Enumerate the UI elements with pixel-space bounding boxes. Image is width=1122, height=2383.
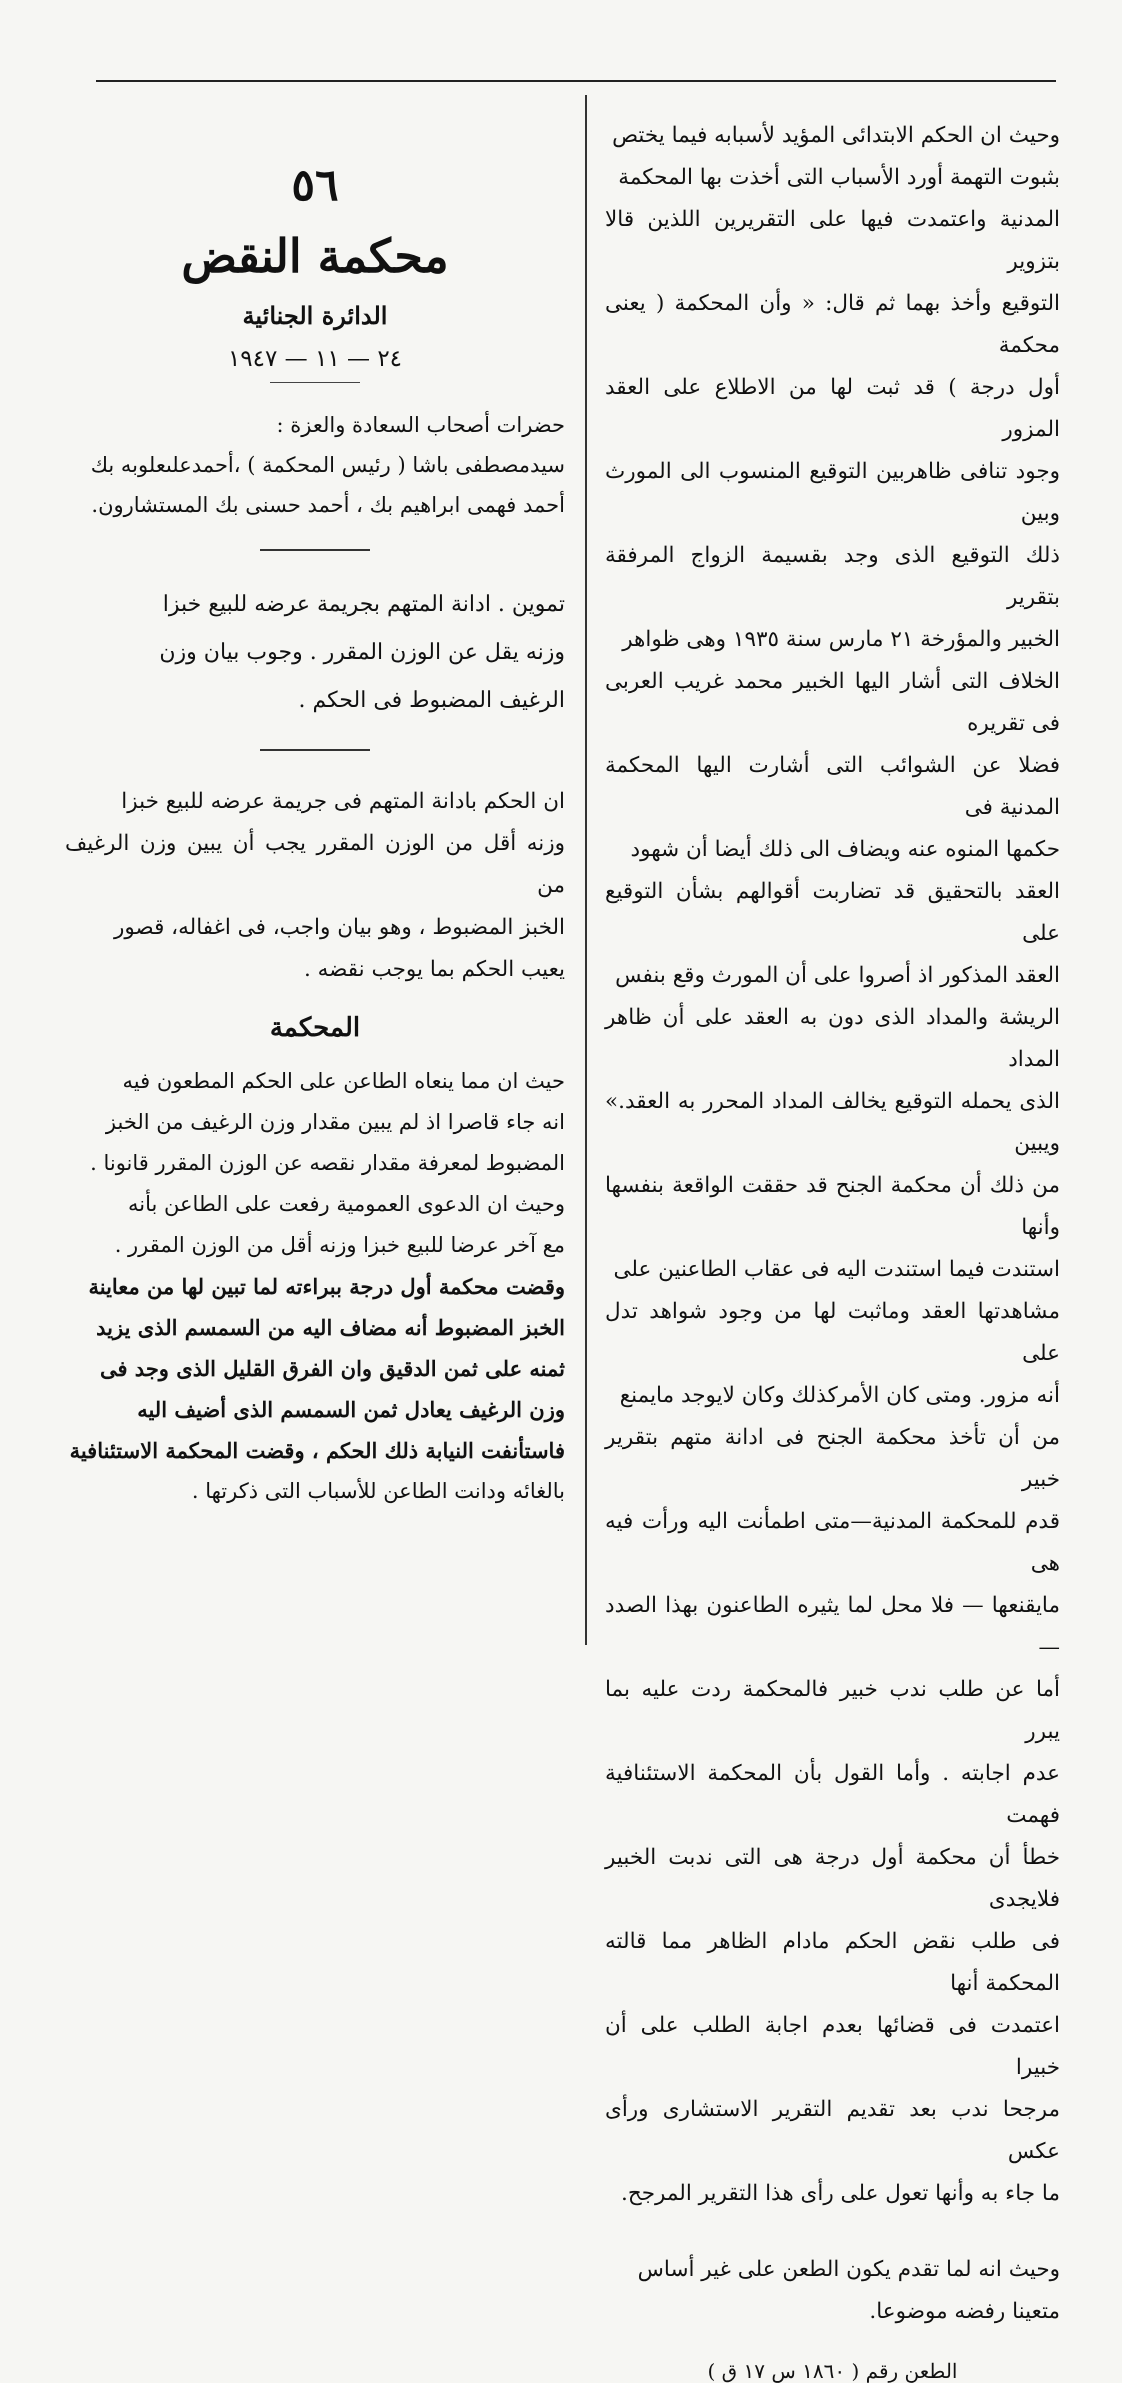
summary-line: وزنه يقل عن الوزن المقرر . وجوب بيان وزن xyxy=(159,640,565,665)
short-rule xyxy=(270,382,360,383)
judge-line: حضرات أصحاب السعادة والعزة : xyxy=(276,413,565,437)
text-line: التوقيع وأخذ بهما ثم قال: « وأن المحكمة ( يعنى محكمة xyxy=(605,291,1060,358)
text-line: من ذلك أن محكمة الجنح قد حققت الواقعة بنفسها وأنها xyxy=(605,1173,1060,1240)
conclusion-paragraph xyxy=(605,2249,1060,2333)
judgment-line: مع آخر عرضا للبيع خبزا وزنه أقل من الوزن المقرر . xyxy=(114,1233,565,1257)
legal-principle xyxy=(65,781,565,991)
text-line: حكمها المنوه عنه ويضاف الى ذلك أيضا أن شهود xyxy=(630,837,1060,862)
session-date: ٢٤ — ١١ — ١٩٤٧ xyxy=(227,346,403,372)
summary-line: تموين . ادانة المتهم بجريمة عرضه للبيع خبزا xyxy=(162,592,565,617)
case-summary xyxy=(65,581,565,725)
text-line: استندت فيما استندت اليه فى عقاب الطاعنين على xyxy=(613,1257,1060,1282)
right-column xyxy=(605,115,1060,2383)
text-line: الخبير والمؤرخة ٢١ مارس سنة ١٩٣٥ وهى ظواهر xyxy=(622,627,1060,652)
judge-line: سيدمصطفى باشا ( رئيس المحكمة ) ،أحمدعلىعلوبه بك xyxy=(90,453,565,477)
text-line: بثبوت التهمة أورد الأسباب التى أخذت بها المحكمة xyxy=(618,165,1060,190)
court-name: محكمة النقض xyxy=(181,229,449,283)
text-line: المدنية واعتمدت فيها على التقريرين اللذين قالا بتزوير xyxy=(605,207,1060,274)
principle-line: الخبز المضبوط ، وهو بيان واجب، فى اغفاله، قصور xyxy=(113,915,565,940)
text-line: مايقنعها — فلا محل لما يثيره الطاعنون بهذا الصدد — xyxy=(605,1593,1060,1660)
section-rule xyxy=(260,749,370,751)
circuit-name: الدائرة الجنائية xyxy=(242,301,388,330)
text-line: متعينا رفضه موضوعا. xyxy=(869,2299,1060,2324)
column-divider xyxy=(585,95,587,1645)
text-line: أول درجة ) قد ثبت لها من الاطلاع على العقد المزور xyxy=(605,375,1060,442)
text-line: الخلاف التى أشار اليها الخبير محمد غريب العربى فى تقريره xyxy=(605,669,1060,736)
text-line: مرجحا ندب بعد تقديم التقرير الاستشارى ورأى عكس xyxy=(605,2097,1060,2164)
text-line: فى طلب نقض الحكم مادام الظاهر مما قالته المحكمة أنها xyxy=(605,1929,1060,1996)
judgment-line: ثمنه على ثمن الدقيق وان الفرق القليل الذى وجد فى xyxy=(99,1356,565,1381)
text-line: الريشة والمداد الذى دون به العقد على أن ظاهر المداد xyxy=(605,1005,1060,1072)
judgment-line: وقضت محكمة أول درجة ببراءته لما تبين لها من معاينة xyxy=(88,1274,565,1299)
text-line: عدم اجابته . وأما القول بأن المحكمة الاستئنافية فهمت xyxy=(605,1761,1060,1828)
left-column xyxy=(65,160,565,1512)
judgment-line: انه جاء قاصرا اذ لم يبين مقدار وزن الرغيف من الخبز xyxy=(105,1110,565,1134)
text-line: ما جاء به وأنها تعول على رأى هذا التقرير المرجح. xyxy=(621,2181,1060,2206)
judgment-line: بالغائه ودانت الطاعن للأسباب التى ذكرتها . xyxy=(191,1479,565,1503)
principle-line: ان الحكم بادانة المتهم فى جريمة عرضه للبيع خبزا xyxy=(121,789,565,814)
text-line: ذلك التوقيع الذى وجد بقسيمة الزواج المرفقة بتقرير xyxy=(605,543,1060,610)
text-line: مشاهدتها العقد وماثبت لها من وجود شواهد تدل على xyxy=(605,1299,1060,1366)
text-line: وحيث ان الحكم الابتدائى المؤيد لأسبابه فيما يختص xyxy=(612,123,1060,148)
summary-line: الرغيف المضبوط فى الحكم . xyxy=(298,688,565,713)
judgment-line: وزن الرغيف يعادل ثمن السمسم الذى أضيف اليه xyxy=(137,1397,565,1422)
text-line: اعتمدت فى قضائها بعدم اجابة الطلب على أن خبيرا xyxy=(605,2013,1060,2080)
principle-line: وزنه أقل من الوزن المقرر يجب أن يبين وزن الرغيف من xyxy=(65,831,565,898)
judgment-line: المضبوط لمعرفة مقدار نقصه عن الوزن المقرر قانونا . xyxy=(90,1151,565,1175)
page-number: ٥٦ xyxy=(291,160,339,211)
top-rule xyxy=(96,80,1056,82)
text-line: قدم للمحكمة المدنية—متى اطمأنت اليه ورأت فيه هى xyxy=(605,1509,1060,1576)
text-line: من أن تأخذ محكمة الجنح فى ادانة متهم بتقرير خبير xyxy=(605,1425,1060,1492)
text-line: الذى يحمله التوقيع يخالف المداد المحرر به العقد.» ويبين xyxy=(605,1089,1060,1156)
text-line: العقد بالتحقيق قد تضاربت أقوالهم بشأن التوقيع على xyxy=(605,879,1060,946)
text-line: العقد المذكور اذ أصروا على أن المورث وقع بنفس xyxy=(615,963,1060,988)
text-line: خطأ أن محكمة أول درجة هى التى ندبت الخبير فلايجدى xyxy=(605,1845,1060,1912)
text-line: أما عن طلب ندب خبير فالمحكمة ردت عليه بما يبرر xyxy=(605,1677,1060,1744)
judge-line: أحمد فهمى ابراهيم بك ، أحمد حسنى بك المستشارون. xyxy=(91,493,565,517)
judgment-line: فاستأنفت النيابة ذلك الحكم ، وقضت المحكمة الاستئنافية xyxy=(69,1438,565,1463)
judges-list xyxy=(65,405,565,525)
text-line: وجود تنافى ظاهربين التوقيع المنسوب الى المورث وبين xyxy=(605,459,1060,526)
text-line: وحيث انه لما تقدم يكون الطعن على غير أساس xyxy=(637,2257,1060,2282)
judgment-text xyxy=(65,1061,565,1512)
judgment-line: وحيث ان الدعوى العمومية رفعت على الطاعن بأنه xyxy=(128,1192,565,1216)
principle-line: يعيب الحكم بما يوجب نقضه . xyxy=(303,957,565,982)
judgment-heading: المحكمة xyxy=(269,1013,361,1043)
appeal-number: الطعن رقم ( ١٨٦٠ س ١٧ ق ) xyxy=(707,2359,958,2383)
continued-reasoning-paragraph xyxy=(605,115,1060,2215)
text-line: فضلا عن الشوائب التى أشارت اليها المحكمة المدنية فى xyxy=(605,753,1060,820)
section-rule xyxy=(260,549,370,551)
judgment-line: الخبز المضبوط أنه مضاف اليه من السمسم الذى يزيد xyxy=(96,1315,565,1340)
judgment-line: حيث ان مما ينعاه الطاعن على الحكم المطعون فيه xyxy=(122,1069,565,1093)
text-line: أنه مزور. ومتى كان الأمركذلك وكان لايوجد مايمنع xyxy=(619,1383,1060,1408)
